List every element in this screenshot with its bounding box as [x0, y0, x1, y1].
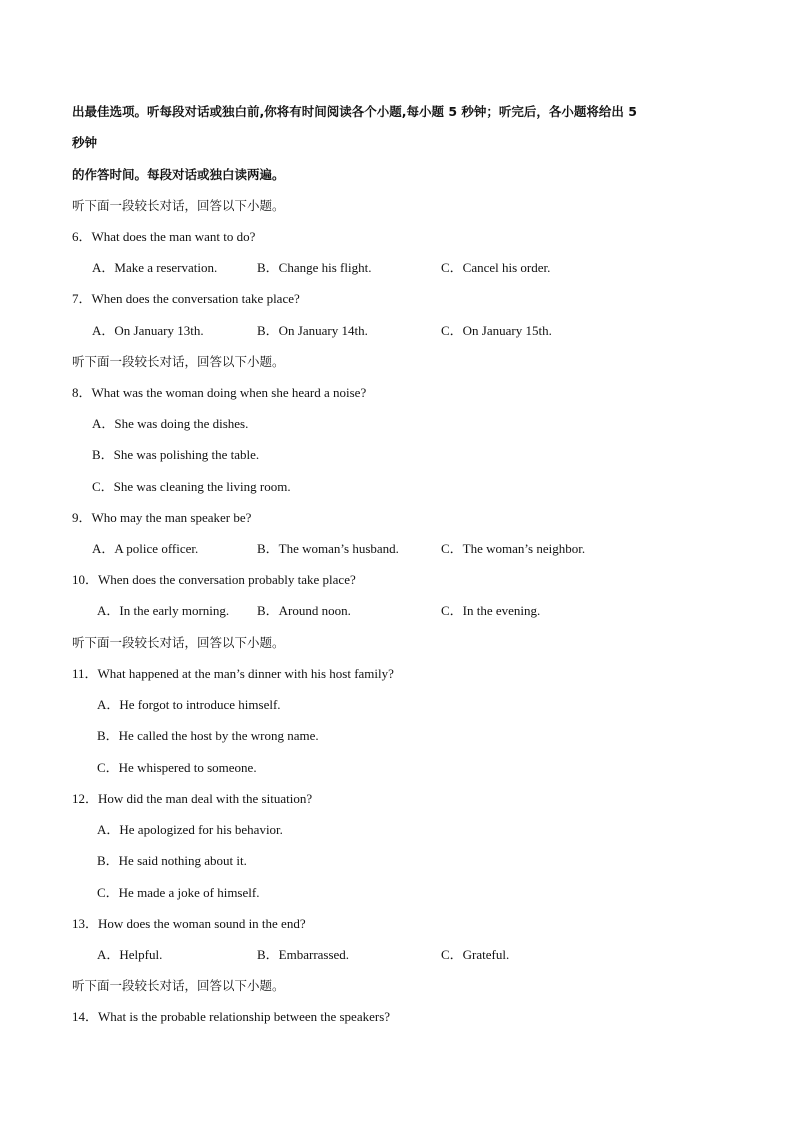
q9-option-b: B．The woman’s husband. [257, 541, 399, 556]
q11-option-c: C．He whispered to someone. [97, 760, 257, 775]
q10-option-b: B．Around noon. [257, 603, 351, 618]
q12-option-c: C．He made a joke of himself. [97, 885, 260, 900]
instructions-line-1: 出最佳选项。听每段对话或独白前,你将有时间阅读各个小题,每小题 5 秒钟；听完后，各小题将给出 5 [72, 104, 637, 119]
question-11: 11．What happened at the man’s dinner with his host family? [72, 666, 394, 681]
q7-option-b: B．On January 14th. [257, 323, 368, 338]
question-12: 12．How did the man deal with the situation? [72, 791, 313, 806]
q13-option-b: B．Embarrassed. [257, 947, 350, 962]
section-prompt: 听下面一段较长对话，回答以下小题。 [72, 354, 285, 369]
q6-option-c: C．Cancel his order. [441, 260, 551, 275]
q6-option-b: B．Change his flight. [257, 260, 372, 275]
q11-option-b: B．He called the host by the wrong name. [97, 728, 319, 743]
q13-option-a: A．Helpful. [97, 947, 163, 962]
question-6: 6．What does the man want to do? [72, 229, 256, 244]
question-7: 7．When does the conversation take place? [72, 291, 300, 306]
question-8: 8．What was the woman doing when she heard a noise? [72, 385, 367, 400]
instructions-line-2: 秒钟 [72, 135, 98, 150]
q7-option-a: A．On January 13th. [92, 323, 204, 338]
q10-option-c: C．In the evening. [441, 603, 541, 618]
section-prompt: 听下面一段较长对话，回答以下小题。 [72, 635, 285, 650]
section-prompt: 听下面一段较长对话，回答以下小题。 [72, 198, 285, 213]
instructions-line-3: 的作答时间。每段对话或独白读两遍。 [72, 167, 285, 182]
question-10: 10．When does the conversation probably take place? [72, 572, 356, 587]
q12-option-a: A．He apologized for his behavior. [97, 822, 283, 837]
q8-option-b: B．She was polishing the table. [92, 447, 260, 462]
q9-option-a: A．A police officer. [92, 541, 199, 556]
q8-option-a: A．She was doing the dishes. [92, 416, 249, 431]
q13-option-c: C．Grateful. [441, 947, 510, 962]
q10-option-a: A．In the early morning. [97, 603, 230, 618]
q8-option-c: C．She was cleaning the living room. [92, 479, 291, 494]
q12-option-b: B．He said nothing about it. [97, 853, 247, 868]
section-prompt: 听下面一段较长对话，回答以下小题。 [72, 978, 285, 993]
q11-option-a: A．He forgot to introduce himself. [97, 697, 281, 712]
q9-option-c: C．The woman’s neighbor. [441, 541, 586, 556]
q7-option-c: C．On January 15th. [441, 323, 552, 338]
question-13: 13．How does the woman sound in the end? [72, 916, 306, 931]
question-9: 9．Who may the man speaker be? [72, 510, 252, 525]
question-14: 14．What is the probable relationship between the speakers? [72, 1009, 391, 1024]
q6-option-a: A．Make a reservation. [92, 260, 218, 275]
